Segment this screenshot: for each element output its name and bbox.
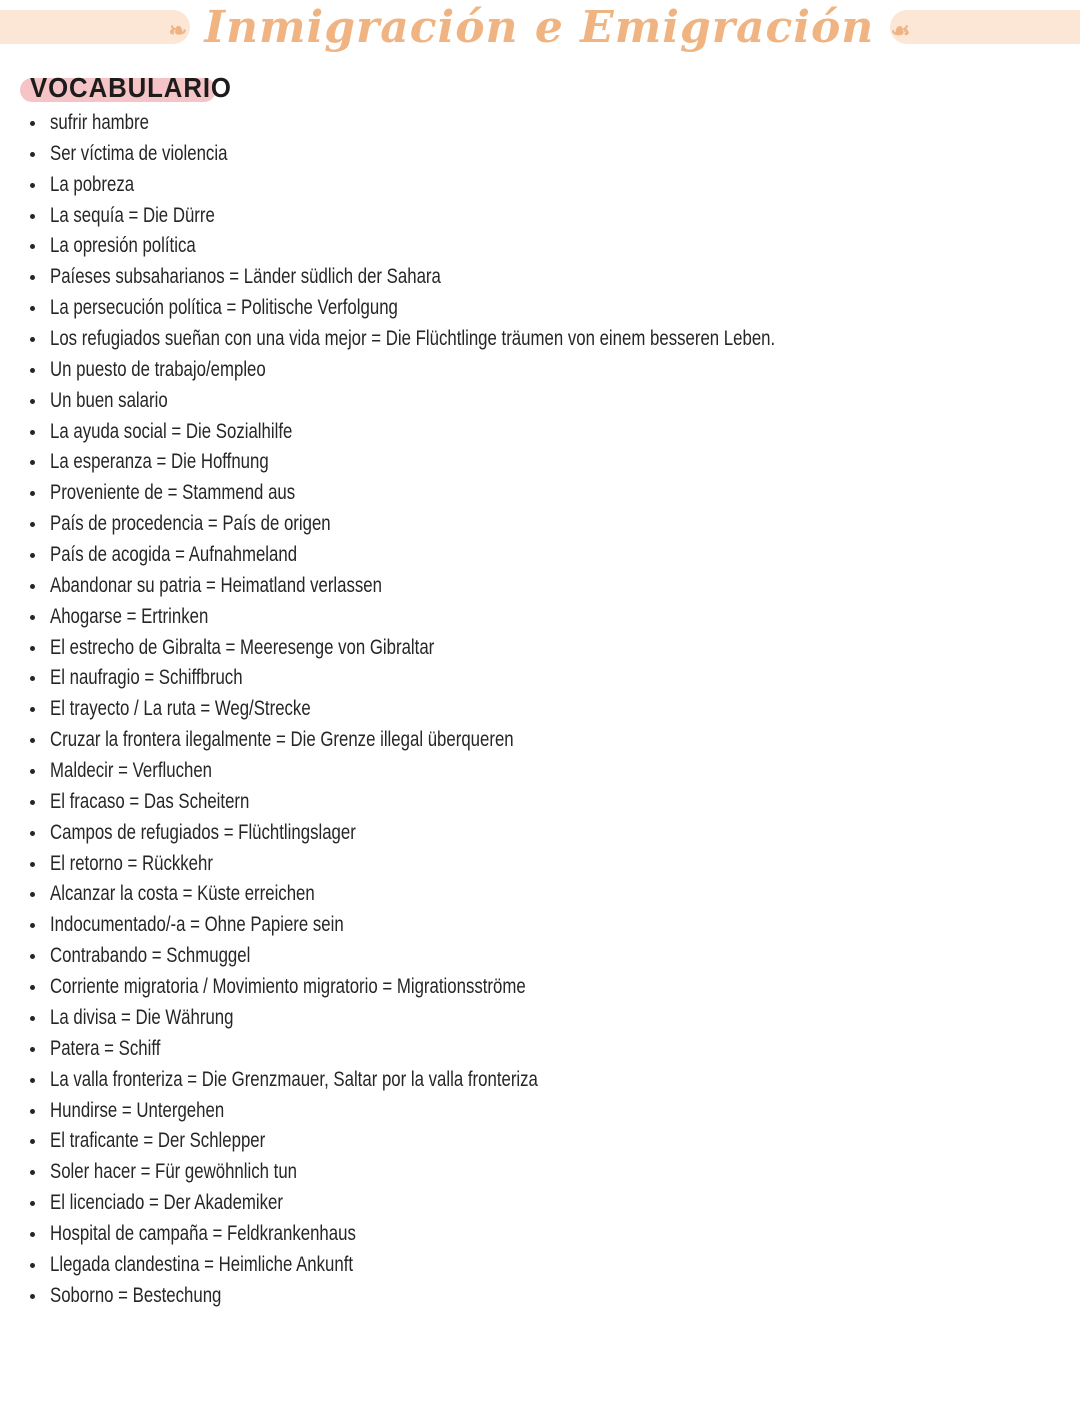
list-item-text: Hundirse = Untergehen [50,1098,225,1122]
list-item-text: Maldecir = Verfluchen [50,759,213,783]
list-item-text: Un buen salario [50,388,168,412]
bullet-icon [30,183,35,188]
list-item [0,663,956,694]
bullet-icon [30,985,35,990]
list-item [0,1188,956,1219]
list-item [0,478,956,509]
bullet-icon [30,121,35,126]
list-item [0,1250,956,1281]
list-item-text: El fracaso = Das Scheitern [50,789,250,813]
bullet-icon [30,152,35,157]
list-item-text: Corriente migratoria / Movimiento migratorio = Migrationsströme [50,975,526,999]
bullet-icon [30,707,35,712]
list-item [0,139,956,170]
bullet-icon [30,646,35,651]
list-item [0,910,956,941]
list-item-text: sufrir hambre [50,111,149,134]
bullet-icon [30,214,35,219]
list-item [0,941,956,972]
section-heading-text: VOCABULARIO [30,72,232,103]
list-item-text: El naufragio = Schiffbruch [50,666,243,690]
list-item-text: La ayuda social = Die Sozialhilfe [50,419,293,443]
bullet-icon [30,244,35,249]
page-title [0,0,1080,59]
bullet-icon [30,460,35,465]
list-item [0,972,956,1003]
list-item-text: Campos de refugiados = Flüchtlingslager [50,820,356,844]
list-item-text: El traficante = Der Schlepper [50,1129,266,1153]
bullet-icon [30,769,35,774]
list-item [0,1003,956,1034]
list-item-text: País de procedencia = País de origen [50,512,331,536]
bullet-icon [30,892,35,897]
list-item-text: La pobreza [50,172,135,196]
bullet-icon [30,676,35,681]
list-item-text: Ahogarse = Ertrinken [50,604,209,628]
list-item-text: Llegada clandestina = Heimliche Ankunft [50,1252,354,1276]
list-item-text: Proveniente de = Stammend aus [50,481,296,505]
list-item [0,602,956,633]
list-item-text: Soborno = Bestechung [50,1283,222,1307]
bullet-icon [30,862,35,867]
list-item-text: País de acogida = Aufnahmeland [50,543,298,567]
list-item [0,1065,956,1096]
list-item [0,1034,956,1065]
bullet-icon [30,1294,35,1299]
bullet-icon [30,368,35,373]
bullet-icon [30,399,35,404]
list-item-text: La divisa = Die Währung [50,1005,234,1029]
list-item [0,1157,956,1188]
list-item-text: Contrabando = Schmuggel [50,944,251,968]
list-item [0,1219,956,1250]
list-item-text: La persecución política = Politische Verfolgung [50,296,398,320]
list-item [0,540,956,571]
list-item [0,386,956,417]
bullet-icon [30,491,35,496]
list-item [0,849,956,880]
list-item [0,1126,956,1157]
bullet-icon [30,1016,35,1021]
bullet-icon [30,831,35,836]
list-item [0,787,956,818]
list-item-text: Cruzar la frontera ilegalmente = Die Grenze illegal überqueren [50,728,514,752]
list-item-text: Ser víctima de violencia [50,141,228,165]
bullet-icon [30,522,35,527]
list-item [0,201,956,232]
bullet-icon [30,1109,35,1114]
list-item [0,818,956,849]
list-item [0,231,956,262]
title-band [0,0,1080,60]
list-item [0,633,956,664]
bullet-icon [30,738,35,743]
list-item [0,694,956,725]
list-item-text: Hospital de campaña = Feldkrankenhaus [50,1221,356,1245]
vocabulary-list [0,108,956,1312]
list-item-text: Soler hacer = Für gewöhnlich tun [50,1160,298,1184]
list-item [0,509,956,540]
list-item-text: La valla fronteriza = Die Grenzmauer, Saltar por la valla fronteriza [50,1067,538,1091]
bullet-icon [30,954,35,959]
bullet-icon [30,306,35,311]
bullet-icon [30,1047,35,1052]
bullet-icon [30,923,35,928]
list-item [0,1096,956,1127]
list-item [0,571,956,602]
list-item-text: Paíeses subsaharianos = Länder südlich der Sahara [50,265,441,289]
list-item [0,1281,956,1312]
list-item-text: Los refugiados sueñan con una vida mejor = Die Flüchtlinge träumen von einem besseren Leben. [50,327,776,351]
bullet-icon [30,430,35,435]
list-item-text: Patera = Schiff [50,1036,161,1060]
flourish-left-icon: ❧ [168,17,189,44]
bullet-icon [30,1263,35,1268]
list-item [0,262,956,293]
list-item-text: La opresión política [50,234,196,258]
bullet-icon [30,1232,35,1237]
list-item-text: Indocumentado/-a = Ohne Papiere sein [50,913,344,937]
bullet-icon [30,1170,35,1175]
bullet-icon [30,1201,35,1206]
list-item [0,293,956,324]
bullet-icon [30,337,35,342]
list-item [0,417,956,448]
list-item [0,108,956,139]
list-item-text: Abandonar su patria = Heimatland verlassen [50,573,382,597]
bullet-icon [30,615,35,620]
bullet-icon [30,584,35,589]
bullet-icon [30,275,35,280]
list-item-text: La sequía = Die Dürre [50,203,215,227]
bullet-icon [30,1139,35,1144]
list-item [0,756,956,787]
list-item-text: El licenciado = Der Akademiker [50,1191,283,1215]
bullet-icon [30,800,35,805]
bullet-icon [30,553,35,558]
bullet-icon [30,1078,35,1083]
list-item [0,355,956,386]
list-item [0,170,956,201]
list-item-text: Un puesto de trabajo/empleo [50,357,266,381]
list-item [0,725,956,756]
list-item-text: El trayecto / La ruta = Weg/Strecke [50,697,311,721]
list-item [0,324,956,355]
list-item [0,447,956,478]
page-title-text: Inmigración e Emigración [204,2,875,53]
list-item [0,879,956,910]
list-item-text: El estrecho de Gibralta = Meeresenge von Gibraltar [50,635,435,659]
flourish-right-icon: ☙ [890,17,912,44]
section-heading [20,70,239,106]
list-item-text: La esperanza = Die Hoffnung [50,450,269,474]
list-item-text: El retorno = Rückkehr [50,851,213,875]
list-item-text: Alcanzar la costa = Küste erreichen [50,882,315,906]
